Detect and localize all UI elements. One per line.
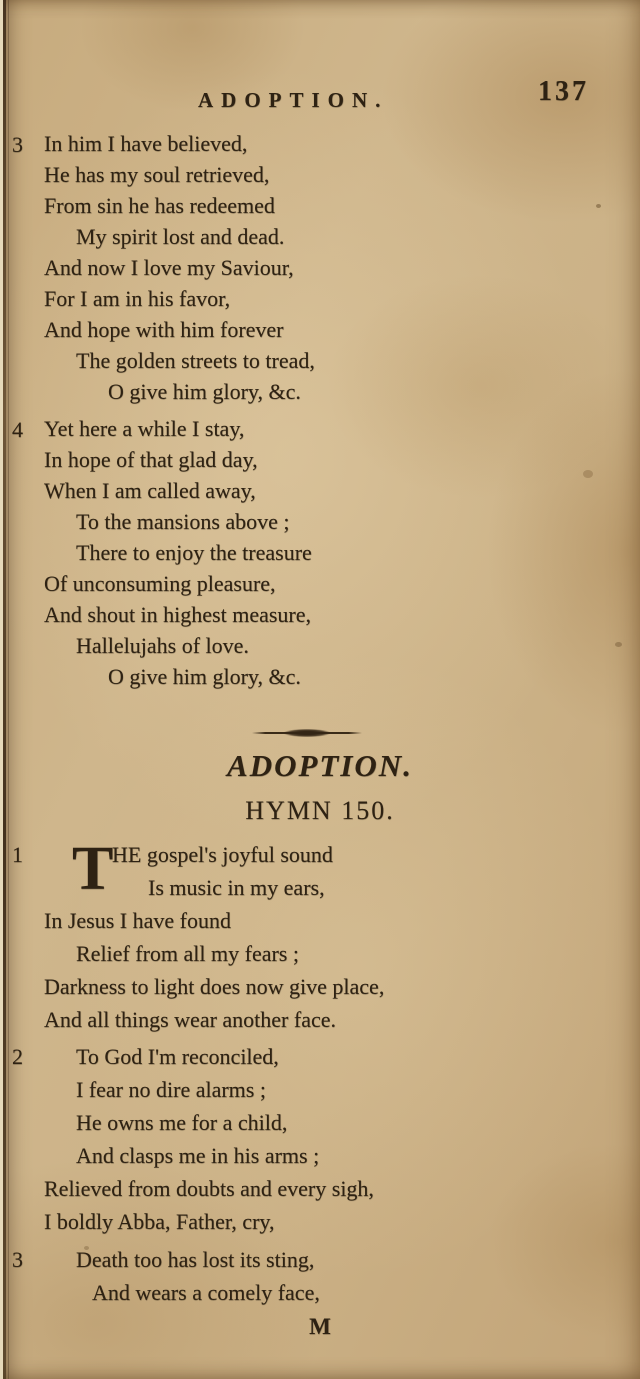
verse-line: He has my soul retrieved, (44, 162, 270, 187)
verse-line: Darkness to light does now give place, (44, 974, 385, 999)
verse-line: He owns me for a child, (76, 1110, 288, 1135)
verse-line: Of unconsuming pleasure, (44, 571, 276, 596)
section-divider (252, 729, 362, 737)
section-title: ADOPTION. (227, 748, 413, 783)
verse-line: Relieved from doubts and every sigh, (44, 1176, 374, 1201)
running-title: ADOPTION. (198, 88, 389, 112)
verse-line: And shout in highest measure, (44, 602, 312, 627)
verse-number: 3 (12, 132, 23, 157)
verse-line: And hope with him forever (44, 317, 284, 342)
verse-number: 3 (12, 1247, 23, 1272)
verse-number: 1 (12, 842, 23, 867)
verse (12, 835, 616, 1036)
verse-line: And now I love my Saviour, (44, 255, 294, 280)
verse-line: In him I have believed, (44, 131, 248, 156)
verse-line: Hallelujahs of love. (76, 633, 249, 658)
verse-line: My spirit lost and dead. (76, 224, 285, 249)
verse-line: I boldly Abba, Father, cry, (44, 1209, 275, 1234)
verse-line: To God I'm reconciled, (76, 1044, 279, 1069)
verse (12, 413, 616, 692)
verse (12, 1243, 616, 1309)
verse-line: There to enjoy the treasure (76, 540, 312, 565)
verse-line: In hope of that glad day, (44, 447, 258, 472)
binding-edge (3, 0, 6, 1379)
drop-cap: T (72, 835, 114, 903)
verse-line: O give him glory, &c. (108, 379, 301, 404)
verse-line: O give him glory, &c. (108, 664, 301, 689)
verse-line: Relief from all my fears ; (76, 941, 299, 966)
printer-signature: M (309, 1314, 331, 1339)
verse-line: Is music in my ears, (148, 875, 325, 900)
verse-number: 2 (12, 1044, 23, 1069)
verse-line: HE gospel's joyful sound (112, 842, 333, 867)
verse-line: And clasps me in his arms ; (76, 1143, 320, 1168)
hymn-number-heading: HYMN 150. (245, 796, 395, 825)
verse-line: Death too has lost its sting, (76, 1247, 315, 1272)
verse-line: I fear no dire alarms ; (76, 1077, 266, 1102)
verse (12, 1040, 616, 1238)
verse-line: For I am in his favor, (44, 286, 231, 311)
verse-line: In Jesus I have found (44, 908, 231, 933)
verse-line: And all things wear another face. (44, 1007, 336, 1032)
verse-line: From sin he has redeemed (44, 193, 275, 218)
verse-line: And wears a comely face, (92, 1280, 320, 1305)
verse-line: Yet here a while I stay, (44, 416, 245, 441)
verse-line: To the mansions above ; (76, 509, 290, 534)
verse-line: The golden streets to tread, (76, 348, 315, 373)
verse-line: When I am called away, (44, 478, 256, 503)
verse-number: 4 (12, 417, 23, 442)
verse (12, 128, 616, 407)
page-number: 137 (538, 76, 589, 107)
paper-stain (615, 642, 622, 647)
